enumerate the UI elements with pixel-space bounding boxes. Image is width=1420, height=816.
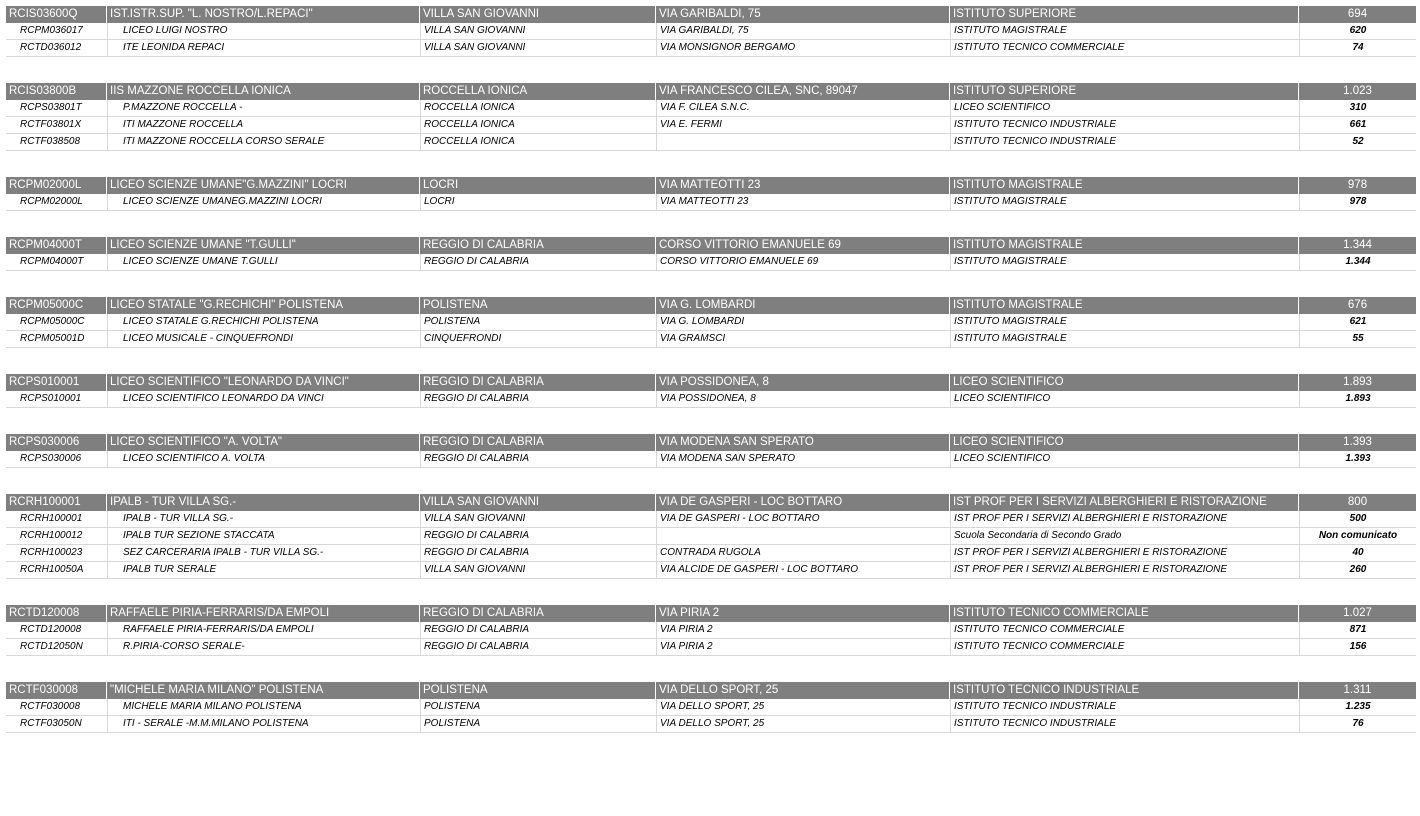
row-cell-count: 500 bbox=[1299, 511, 1416, 528]
header-cell-type: ISTITUTO MAGISTRALE bbox=[950, 237, 1299, 254]
row-cell-city: REGGIO DI CALABRIA bbox=[420, 254, 656, 271]
row-cell-type: ISTITUTO MAGISTRALE bbox=[950, 194, 1299, 211]
header-cell-address: CORSO VITTORIO EMANUELE 69 bbox=[656, 237, 950, 254]
header-cell-name: RAFFAELE PIRIA-FERRARIS/DA EMPOLI bbox=[107, 605, 420, 622]
row-cell-type: Scuola Secondaria di Secondo Grado bbox=[950, 528, 1299, 545]
school-row bbox=[6, 545, 1416, 562]
row-cell-name: LICEO SCIENZE UMANEG.MAZZINI LOCRI bbox=[107, 194, 420, 211]
row-cell-code: RCPS010001 bbox=[6, 391, 107, 408]
row-cell-count: 260 bbox=[1299, 562, 1416, 579]
row-cell-address bbox=[656, 528, 950, 545]
row-cell-name: SEZ CARCERARIA IPALB - TUR VILLA SG.- bbox=[107, 545, 420, 562]
header-cell-name: "MICHELE MARIA MILANO" POLISTENA bbox=[107, 682, 420, 699]
row-cell-code: RCTD12050N bbox=[6, 639, 107, 656]
school-row bbox=[6, 23, 1416, 40]
row-cell-code: RCPM04000T bbox=[6, 254, 107, 271]
row-cell-name: R.PIRIA-CORSO SERALE- bbox=[107, 639, 420, 656]
header-cell-count: 800 bbox=[1347, 496, 1368, 508]
header-cell-type: ISTITUTO TECNICO INDUSTRIALE bbox=[950, 682, 1299, 699]
header-cell-code: RCPM04000T bbox=[6, 237, 107, 254]
row-cell-city: LOCRI bbox=[420, 194, 656, 211]
school-row bbox=[6, 699, 1416, 716]
school-group bbox=[6, 374, 1416, 408]
school-row bbox=[6, 528, 1416, 545]
row-cell-count: 1.393 bbox=[1299, 451, 1416, 468]
school-list-sheet bbox=[6, 6, 1416, 759]
row-cell-count: 40 bbox=[1299, 545, 1416, 562]
header-cell-address: VIA POSSIDONEA, 8 bbox=[656, 374, 950, 391]
header-cell-code: RCIS03600Q bbox=[6, 6, 107, 23]
header-cell-address: VIA FRANCESCO CILEA, SNC, 89047 bbox=[656, 83, 950, 100]
row-cell-address: VIA MODENA SAN SPERATO bbox=[656, 451, 950, 468]
header-cell-code: RCPS030006 bbox=[6, 434, 107, 451]
school-row bbox=[6, 639, 1416, 656]
row-cell-type: ISTITUTO TECNICO INDUSTRIALE bbox=[950, 716, 1299, 733]
header-cell-name: LICEO STATALE "G.RECHICHI" POLISTENA bbox=[107, 297, 420, 314]
group-header-row bbox=[6, 434, 1416, 451]
group-header-row bbox=[6, 494, 1416, 511]
row-cell-code: RCRH10050A bbox=[6, 562, 107, 579]
header-cell-address: VIA GARIBALDI, 75 bbox=[656, 6, 950, 23]
header-cell-address: VIA MODENA SAN SPERATO bbox=[656, 434, 950, 451]
header-cell-name: LICEO SCIENZE UMANE "T.GULLI" bbox=[107, 237, 420, 254]
header-cell-city: REGGIO DI CALABRIA bbox=[420, 237, 656, 254]
header-cell-name: IPALB - TUR VILLA SG.- bbox=[107, 494, 420, 511]
row-cell-count: 310 bbox=[1299, 100, 1416, 117]
row-cell-address: VIA PIRIA 2 bbox=[656, 639, 950, 656]
row-cell-count: 621 bbox=[1299, 314, 1416, 331]
row-cell-city: VILLA SAN GIOVANNI bbox=[420, 511, 656, 528]
header-cell-type: ISTITUTO MAGISTRALE bbox=[950, 177, 1299, 194]
row-cell-type: ISTITUTO TECNICO INDUSTRIALE bbox=[950, 699, 1299, 716]
row-cell-address: VIA DELLO SPORT, 25 bbox=[656, 699, 950, 716]
school-row bbox=[6, 134, 1416, 151]
header-cell-type: IST PROF PER I SERVIZI ALBERGHIERI E RISTORAZIONE bbox=[950, 494, 1299, 511]
row-cell-name: ITE LEONIDA REPACI bbox=[107, 40, 420, 57]
group-header-row bbox=[6, 605, 1416, 622]
row-cell-name: RAFFAELE PIRIA-FERRARIS/DA EMPOLI bbox=[107, 622, 420, 639]
header-cell-type: ISTITUTO SUPERIORE bbox=[950, 6, 1299, 23]
row-cell-name: MICHELE MARIA MILANO POLISTENA bbox=[107, 699, 420, 716]
header-cell-count: 978 bbox=[1347, 179, 1368, 191]
school-row bbox=[6, 622, 1416, 639]
row-cell-name: LICEO STATALE G.RECHICHI POLISTENA bbox=[107, 314, 420, 331]
school-row bbox=[6, 117, 1416, 134]
header-cell-count: 676 bbox=[1347, 299, 1368, 311]
row-cell-code: RCTD036012 bbox=[6, 40, 107, 57]
row-cell-code: RCTF038508 bbox=[6, 134, 107, 151]
row-cell-code: RCRH100001 bbox=[6, 511, 107, 528]
header-cell-count: 1.027 bbox=[1343, 607, 1372, 619]
header-cell-code: RCTD120008 bbox=[6, 605, 107, 622]
header-cell-address: VIA MATTEOTTI 23 bbox=[656, 177, 950, 194]
row-cell-city: REGGIO DI CALABRIA bbox=[420, 528, 656, 545]
row-cell-city: REGGIO DI CALABRIA bbox=[420, 622, 656, 639]
row-cell-type: IST PROF PER I SERVIZI ALBERGHIERI E RISTORAZIONE bbox=[950, 545, 1299, 562]
header-cell-code: RCRH100001 bbox=[6, 494, 107, 511]
row-cell-name: ITI MAZZONE ROCCELLA bbox=[107, 117, 420, 134]
row-cell-city: POLISTENA bbox=[420, 716, 656, 733]
header-cell-name: LICEO SCIENTIFICO "A. VOLTA" bbox=[107, 434, 420, 451]
header-cell-code: RCPM02000L bbox=[6, 177, 107, 194]
row-cell-city: VILLA SAN GIOVANNI bbox=[420, 40, 656, 57]
row-cell-name: ITI - SERALE -M.M.MILANO POLISTENA bbox=[107, 716, 420, 733]
row-cell-type: ISTITUTO MAGISTRALE bbox=[950, 254, 1299, 271]
row-cell-count: 156 bbox=[1299, 639, 1416, 656]
row-cell-count: 74 bbox=[1299, 40, 1416, 57]
row-cell-address: VIA POSSIDONEA, 8 bbox=[656, 391, 950, 408]
row-cell-name: IPALB TUR SERALE bbox=[107, 562, 420, 579]
header-cell-type: ISTITUTO TECNICO COMMERCIALE bbox=[950, 605, 1299, 622]
header-cell-type: ISTITUTO MAGISTRALE bbox=[950, 297, 1299, 314]
row-cell-name: LICEO MUSICALE - CINQUEFRONDI bbox=[107, 331, 420, 348]
header-cell-city: REGGIO DI CALABRIA bbox=[420, 434, 656, 451]
row-cell-address: VIA GRAMSCI bbox=[656, 331, 950, 348]
row-cell-name: IPALB TUR SEZIONE STACCATA bbox=[107, 528, 420, 545]
row-cell-type: ISTITUTO TECNICO COMMERCIALE bbox=[950, 622, 1299, 639]
row-cell-name: LICEO SCIENTIFICO A. VOLTA bbox=[107, 451, 420, 468]
header-cell-address: VIA G. LOMBARDI bbox=[656, 297, 950, 314]
school-row bbox=[6, 391, 1416, 408]
header-cell-type: ISTITUTO SUPERIORE bbox=[950, 83, 1299, 100]
row-cell-type: ISTITUTO TECNICO INDUSTRIALE bbox=[950, 117, 1299, 134]
row-cell-count: 1.344 bbox=[1299, 254, 1416, 271]
row-cell-code: RCPS03801T bbox=[6, 100, 107, 117]
row-cell-address: VIA DELLO SPORT, 25 bbox=[656, 716, 950, 733]
row-cell-address: VIA PIRIA 2 bbox=[656, 622, 950, 639]
row-cell-count: 52 bbox=[1299, 134, 1416, 151]
school-row bbox=[6, 194, 1416, 211]
school-row bbox=[6, 451, 1416, 468]
school-row bbox=[6, 716, 1416, 733]
group-header-row bbox=[6, 237, 1416, 254]
header-cell-code: RCTF030008 bbox=[6, 682, 107, 699]
group-header-row bbox=[6, 682, 1416, 699]
header-cell-address: VIA DE GASPERI - LOC BOTTARO bbox=[656, 494, 950, 511]
group-header-row bbox=[6, 177, 1416, 194]
row-cell-count: 978 bbox=[1299, 194, 1416, 211]
row-cell-code: RCTD120008 bbox=[6, 622, 107, 639]
row-cell-city: POLISTENA bbox=[420, 314, 656, 331]
header-cell-count: 694 bbox=[1347, 8, 1368, 20]
header-cell-name: IST.ISTR.SUP. "L. NOSTRO/L.REPACI" bbox=[107, 6, 420, 23]
header-cell-code: RCPS010001 bbox=[6, 374, 107, 391]
row-cell-city: REGGIO DI CALABRIA bbox=[420, 545, 656, 562]
row-cell-code: RCRH100023 bbox=[6, 545, 107, 562]
school-group bbox=[6, 494, 1416, 579]
row-cell-count: Non comunicato bbox=[1299, 528, 1416, 545]
group-header-row bbox=[6, 6, 1416, 23]
header-cell-address: VIA PIRIA 2 bbox=[656, 605, 950, 622]
row-cell-count: 661 bbox=[1299, 117, 1416, 134]
row-cell-address: VIA DE GASPERI - LOC BOTTARO bbox=[656, 511, 950, 528]
row-cell-code: RCRH100012 bbox=[6, 528, 107, 545]
header-cell-name: LICEO SCIENZE UMANE"G.MAZZINI" LOCRI bbox=[107, 177, 420, 194]
row-cell-name: LICEO SCIENZE UMANE T.GULLI bbox=[107, 254, 420, 271]
row-cell-code: RCTF03801X bbox=[6, 117, 107, 134]
row-cell-address bbox=[656, 134, 950, 151]
row-cell-city: REGGIO DI CALABRIA bbox=[420, 391, 656, 408]
row-cell-address: CORSO VITTORIO EMANUELE 69 bbox=[656, 254, 950, 271]
row-cell-count: 76 bbox=[1299, 716, 1416, 733]
school-row bbox=[6, 331, 1416, 348]
row-cell-type: ISTITUTO MAGISTRALE bbox=[950, 23, 1299, 40]
row-cell-city: REGGIO DI CALABRIA bbox=[420, 639, 656, 656]
row-cell-address: VIA GARIBALDI, 75 bbox=[656, 23, 950, 40]
school-row bbox=[6, 40, 1416, 57]
header-cell-count: 1.393 bbox=[1343, 436, 1372, 448]
header-cell-city: ROCCELLA IONICA bbox=[420, 83, 656, 100]
row-cell-name: LICEO SCIENTIFICO LEONARDO DA VINCI bbox=[107, 391, 420, 408]
row-cell-type: ISTITUTO TECNICO COMMERCIALE bbox=[950, 639, 1299, 656]
school-group bbox=[6, 605, 1416, 656]
header-cell-count: 1.023 bbox=[1343, 85, 1372, 97]
header-cell-count: 1.344 bbox=[1343, 239, 1372, 251]
row-cell-code: RCPS030006 bbox=[6, 451, 107, 468]
header-cell-address: VIA DELLO SPORT, 25 bbox=[656, 682, 950, 699]
school-group bbox=[6, 83, 1416, 151]
row-cell-address: VIA E. FERMI bbox=[656, 117, 950, 134]
header-cell-type: LICEO SCIENTIFICO bbox=[950, 374, 1299, 391]
header-cell-code: RCIS03800B bbox=[6, 83, 107, 100]
row-cell-count: 55 bbox=[1299, 331, 1416, 348]
header-cell-type: LICEO SCIENTIFICO bbox=[950, 434, 1299, 451]
row-cell-address: VIA G. LOMBARDI bbox=[656, 314, 950, 331]
row-cell-city: REGGIO DI CALABRIA bbox=[420, 451, 656, 468]
row-cell-address: CONTRADA RUGOLA bbox=[656, 545, 950, 562]
row-cell-type: ISTITUTO TECNICO INDUSTRIALE bbox=[950, 134, 1299, 151]
row-cell-address: VIA ALCIDE DE GASPERI - LOC BOTTARO bbox=[656, 562, 950, 579]
header-cell-name: LICEO SCIENTIFICO "LEONARDO DA VINCI" bbox=[107, 374, 420, 391]
school-row bbox=[6, 511, 1416, 528]
header-cell-count: 1.893 bbox=[1343, 376, 1372, 388]
row-cell-city: CINQUEFRONDI bbox=[420, 331, 656, 348]
row-cell-type: ISTITUTO TECNICO COMMERCIALE bbox=[950, 40, 1299, 57]
row-cell-city: POLISTENA bbox=[420, 699, 656, 716]
row-cell-type: LICEO SCIENTIFICO bbox=[950, 451, 1299, 468]
row-cell-count: 620 bbox=[1299, 23, 1416, 40]
school-row bbox=[6, 100, 1416, 117]
row-cell-city: ROCCELLA IONICA bbox=[420, 100, 656, 117]
group-header-row bbox=[6, 374, 1416, 391]
header-cell-count: 1.311 bbox=[1343, 684, 1372, 696]
row-cell-count: 1.235 bbox=[1299, 699, 1416, 716]
row-cell-code: RCPM02000L bbox=[6, 194, 107, 211]
row-cell-city: VILLA SAN GIOVANNI bbox=[420, 562, 656, 579]
header-cell-city: POLISTENA bbox=[420, 297, 656, 314]
row-cell-address: VIA MATTEOTTI 23 bbox=[656, 194, 950, 211]
header-cell-code: RCPM05000C bbox=[6, 297, 107, 314]
school-group bbox=[6, 237, 1416, 271]
school-group bbox=[6, 177, 1416, 211]
header-cell-city: VILLA SAN GIOVANNI bbox=[420, 6, 656, 23]
header-cell-city: REGGIO DI CALABRIA bbox=[420, 374, 656, 391]
school-row bbox=[6, 562, 1416, 579]
header-cell-city: VILLA SAN GIOVANNI bbox=[420, 494, 656, 511]
row-cell-count: 871 bbox=[1299, 622, 1416, 639]
row-cell-code: RCPM05000C bbox=[6, 314, 107, 331]
row-cell-type: LICEO SCIENTIFICO bbox=[950, 100, 1299, 117]
row-cell-city: ROCCELLA IONICA bbox=[420, 117, 656, 134]
row-cell-type: ISTITUTO MAGISTRALE bbox=[950, 314, 1299, 331]
row-cell-type: ISTITUTO MAGISTRALE bbox=[950, 331, 1299, 348]
row-cell-name: P.MAZZONE ROCCELLA - bbox=[107, 100, 420, 117]
group-header-row bbox=[6, 83, 1416, 100]
row-cell-name: ITI MAZZONE ROCCELLA CORSO SERALE bbox=[107, 134, 420, 151]
school-group bbox=[6, 682, 1416, 733]
row-cell-city: ROCCELLA IONICA bbox=[420, 134, 656, 151]
row-cell-name: IPALB - TUR VILLA SG.- bbox=[107, 511, 420, 528]
row-cell-code: RCPM05001D bbox=[6, 331, 107, 348]
header-cell-name: IIS MAZZONE ROCCELLA IONICA bbox=[107, 83, 420, 100]
row-cell-city: VILLA SAN GIOVANNI bbox=[420, 23, 656, 40]
header-cell-city: REGGIO DI CALABRIA bbox=[420, 605, 656, 622]
row-cell-address: VIA F. CILEA S.N.C. bbox=[656, 100, 950, 117]
row-cell-code: RCPM036017 bbox=[6, 23, 107, 40]
row-cell-count: 1.893 bbox=[1299, 391, 1416, 408]
row-cell-code: RCTF03050N bbox=[6, 716, 107, 733]
school-row bbox=[6, 314, 1416, 331]
row-cell-name: LICEO LUIGI NOSTRO bbox=[107, 23, 420, 40]
row-cell-code: RCTF030008 bbox=[6, 699, 107, 716]
school-group bbox=[6, 434, 1416, 468]
header-cell-city: LOCRI bbox=[420, 177, 656, 194]
header-cell-city: POLISTENA bbox=[420, 682, 656, 699]
row-cell-type: IST PROF PER I SERVIZI ALBERGHIERI E RISTORAZIONE bbox=[950, 511, 1299, 528]
school-group bbox=[6, 297, 1416, 348]
school-row bbox=[6, 254, 1416, 271]
school-group bbox=[6, 6, 1416, 57]
row-cell-type: IST PROF PER I SERVIZI ALBERGHIERI E RISTORAZIONE bbox=[950, 562, 1299, 579]
row-cell-address: VIA MONSIGNOR BERGAMO bbox=[656, 40, 950, 57]
row-cell-type: LICEO SCIENTIFICO bbox=[950, 391, 1299, 408]
group-header-row bbox=[6, 297, 1416, 314]
